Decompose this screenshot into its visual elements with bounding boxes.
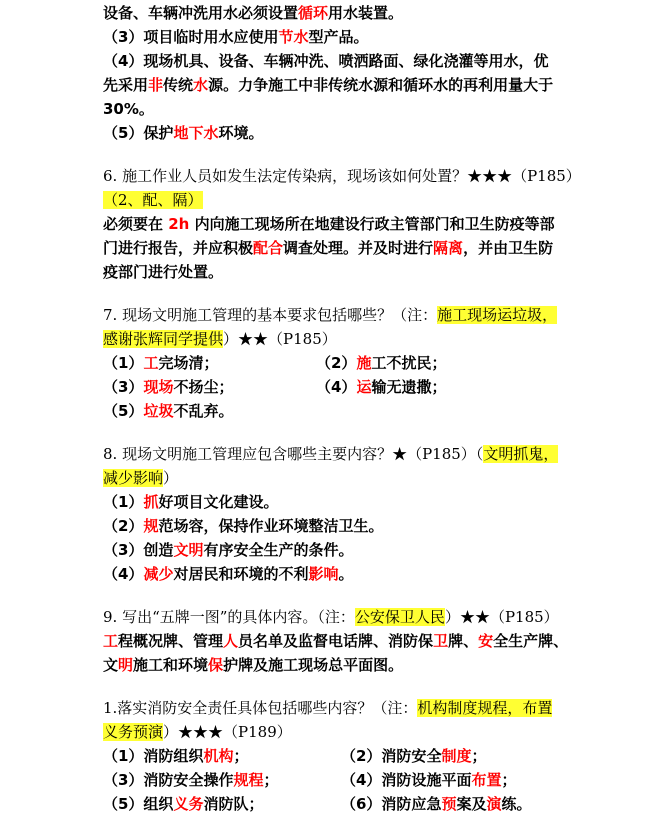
- text-run: 公安保卫人民: [354, 608, 445, 626]
- question-6-answer-3: [103, 262, 223, 282]
- text-run: （1）消防组织: [103, 747, 204, 765]
- text-run: 消防队；: [203, 795, 264, 813]
- text-run: ；: [501, 771, 517, 789]
- question-6-answer-2: [103, 238, 553, 258]
- text-run: 卫: [433, 632, 449, 650]
- text-run: 运: [356, 378, 372, 396]
- question-7-item-1: [103, 354, 218, 372]
- question-6-title: [103, 166, 581, 186]
- text-run: 工不扰民；: [371, 354, 447, 372]
- text-run: 义务预演: [103, 723, 164, 741]
- text-run: 感谢张辉同学提供: [103, 330, 224, 348]
- water-item-3: [103, 27, 368, 47]
- text-run: （5）组织: [103, 795, 174, 813]
- question-9-answer-1: [103, 631, 568, 651]
- question-7-item-4: [316, 377, 446, 397]
- question-7-item-5: [103, 401, 233, 421]
- question-7-item-2: [316, 353, 446, 373]
- question-9-answer-2: [103, 655, 403, 675]
- text-run: 安: [478, 632, 494, 650]
- text-run: ；: [233, 747, 249, 765]
- text-run: 2h: [168, 215, 190, 233]
- text-run: 演: [486, 795, 502, 813]
- text-run: 。: [338, 565, 354, 583]
- text-run: ）★★（P185）: [223, 330, 337, 348]
- fire-question-title: [103, 698, 552, 718]
- text-run: （3）消防安全操作: [103, 771, 234, 789]
- text-run: （4）消防设施平面: [341, 771, 472, 789]
- text-run: （2）: [103, 517, 144, 535]
- text-run: （1）: [103, 493, 144, 511]
- text-run: 人: [223, 632, 239, 650]
- water-line-1: [103, 3, 403, 23]
- text-run: （4）: [316, 378, 357, 396]
- text-run: 施工现场运垃圾，: [437, 306, 558, 324]
- question-7-title-cont: [103, 329, 337, 349]
- question-8-item-1: [103, 492, 278, 512]
- text-run: 对居民和环境的不利: [173, 565, 309, 583]
- question-7-title: [103, 305, 557, 325]
- text-run: 输无遗撒；: [371, 378, 447, 396]
- question-6-answer-1: [103, 214, 555, 234]
- text-run: 配合: [253, 239, 284, 257]
- question-6-mnemonic: [103, 190, 203, 210]
- text-run: 程概况牌、管理: [118, 632, 224, 650]
- text-run: （1）: [103, 354, 144, 372]
- text-run: （2）消防安全: [341, 747, 442, 765]
- text-run: 30%。: [103, 100, 154, 118]
- text-run: 机构: [203, 747, 234, 765]
- fire-row-3: [103, 794, 532, 814]
- text-run: （3）项目临时用水应使用: [103, 28, 279, 46]
- text-run: 范场容，保持作业环境整洁卫生。: [158, 517, 384, 535]
- text-run: 循环: [298, 4, 329, 22]
- text-run: 预: [441, 795, 457, 813]
- text-run: 保: [208, 656, 224, 674]
- text-run: 先采用: [103, 76, 149, 94]
- text-run: 护牌及施工现场总平面图。: [223, 656, 404, 674]
- text-run: 有序安全生产的条件。: [203, 541, 354, 559]
- text-run: 施: [356, 354, 372, 372]
- fire-row-1: [103, 746, 487, 766]
- question-7-row-2: [103, 377, 447, 397]
- text-run: 9. 写出“五牌一图”的具体内容。（注：: [103, 608, 355, 626]
- text-run: 疫部门进行处置。: [103, 263, 224, 281]
- text-run: 义务: [173, 795, 204, 813]
- text-run: 环境。: [218, 124, 264, 142]
- fire-item-5: [103, 795, 263, 813]
- text-run: 减少: [143, 565, 174, 583]
- question-8-item-4: [103, 564, 354, 584]
- text-run: 文: [103, 656, 119, 674]
- text-run: 源。力争施工中非传统水源和循环水的再利用量大于: [208, 76, 554, 94]
- text-run: 不乱弃。: [173, 402, 234, 420]
- text-run: ；: [263, 771, 279, 789]
- fire-row-2: [103, 770, 517, 790]
- text-run: 地下水: [173, 124, 219, 142]
- text-run: 型产品。: [308, 28, 369, 46]
- text-run: 1.落实消防安全责任具体包括哪些内容？（注：: [103, 699, 418, 717]
- text-run: 工: [103, 632, 119, 650]
- text-run: 传统: [163, 76, 194, 94]
- text-run: 抓: [143, 493, 159, 511]
- text-run: 垃圾: [143, 402, 174, 420]
- text-run: 布置: [471, 771, 502, 789]
- water-item-5: [103, 123, 263, 143]
- text-run: 完场清；: [158, 354, 219, 372]
- fire-item-1: [103, 747, 248, 765]
- text-run: 练。: [501, 795, 532, 813]
- question-9-title: [103, 607, 559, 627]
- text-run: 门进行报告，并应积极: [103, 239, 254, 257]
- text-run: 案及: [456, 795, 487, 813]
- text-run: 减少影响: [103, 469, 164, 487]
- fire-item-4: [341, 770, 516, 790]
- text-run: 制度: [441, 747, 472, 765]
- question-8-title: [103, 444, 558, 464]
- text-run: 6. 施工作业人员如发生法定传染病，现场该如何处置？★★★（P185）: [103, 167, 581, 185]
- fire-item-2: [341, 746, 486, 766]
- fire-item-3: [103, 771, 278, 789]
- text-run: 全生产牌、: [493, 632, 569, 650]
- text-run: （2）: [316, 354, 357, 372]
- text-run: ；: [471, 747, 487, 765]
- text-run: 现场: [143, 378, 174, 396]
- text-run: 内向施工现场所在地建设行政主管部门和卫生防疫等部: [189, 215, 555, 233]
- text-run: 调查处理。并及时进行: [283, 239, 434, 257]
- text-run: 7. 现场文明施工管理的基本要求包括哪些？（注：: [103, 306, 438, 324]
- text-run: 必须要在: [103, 215, 169, 233]
- question-8-item-3: [103, 540, 353, 560]
- text-run: 施工和环境: [133, 656, 209, 674]
- text-run: 隔离: [433, 239, 464, 257]
- text-run: （5）: [103, 402, 144, 420]
- question-7-item-3: [103, 378, 233, 396]
- text-run: 8. 现场文明施工管理应包含哪些主要内容？★（P185）（: [103, 445, 484, 463]
- text-run: 用水装置。: [328, 4, 404, 22]
- text-run: 节水: [278, 28, 309, 46]
- text-run: ）: [163, 469, 179, 487]
- text-run: 不扬尘；: [173, 378, 234, 396]
- text-run: （4）: [103, 565, 144, 583]
- text-run: 设备、车辆冲洗用水必须设置: [103, 4, 299, 22]
- water-item-4-end: [103, 99, 154, 119]
- text-run: 好项目文化建设。: [158, 493, 279, 511]
- text-run: 影响: [308, 565, 339, 583]
- question-8-item-2: [103, 516, 383, 536]
- text-run: 文明: [173, 541, 204, 559]
- text-run: （3）: [103, 378, 144, 396]
- text-run: ，并由卫生防: [463, 239, 554, 257]
- water-item-4: [103, 51, 548, 71]
- question-8-title-cont: [103, 468, 178, 488]
- fire-question-title-cont: [103, 722, 292, 742]
- text-run: 明: [118, 656, 134, 674]
- text-run: 牌、: [448, 632, 479, 650]
- text-run: 非: [148, 76, 164, 94]
- text-run: （2、配、隔）: [103, 191, 203, 209]
- text-run: 水: [193, 76, 209, 94]
- text-run: 规: [143, 517, 159, 535]
- question-7-row-1: [103, 353, 447, 373]
- text-run: 文明抓鬼，: [483, 445, 559, 463]
- text-run: （6）消防应急: [341, 795, 442, 813]
- text-run: ）★★（P185）: [444, 608, 559, 626]
- text-run: （4）现场机具、设备、车辆冲洗、喷洒路面、绿化浇灌等用水，优: [103, 52, 549, 70]
- text-run: 员名单及监督电话牌、消防保: [238, 632, 434, 650]
- text-run: 机构制度规程，布置: [417, 699, 553, 717]
- text-run: （3）创造: [103, 541, 174, 559]
- text-run: 工: [143, 354, 159, 372]
- text-run: 规程: [233, 771, 264, 789]
- text-run: （5）保护: [103, 124, 174, 142]
- fire-item-6: [341, 794, 532, 814]
- water-item-4-cont: [103, 75, 553, 95]
- text-run: ）★★★（P189）: [163, 723, 292, 741]
